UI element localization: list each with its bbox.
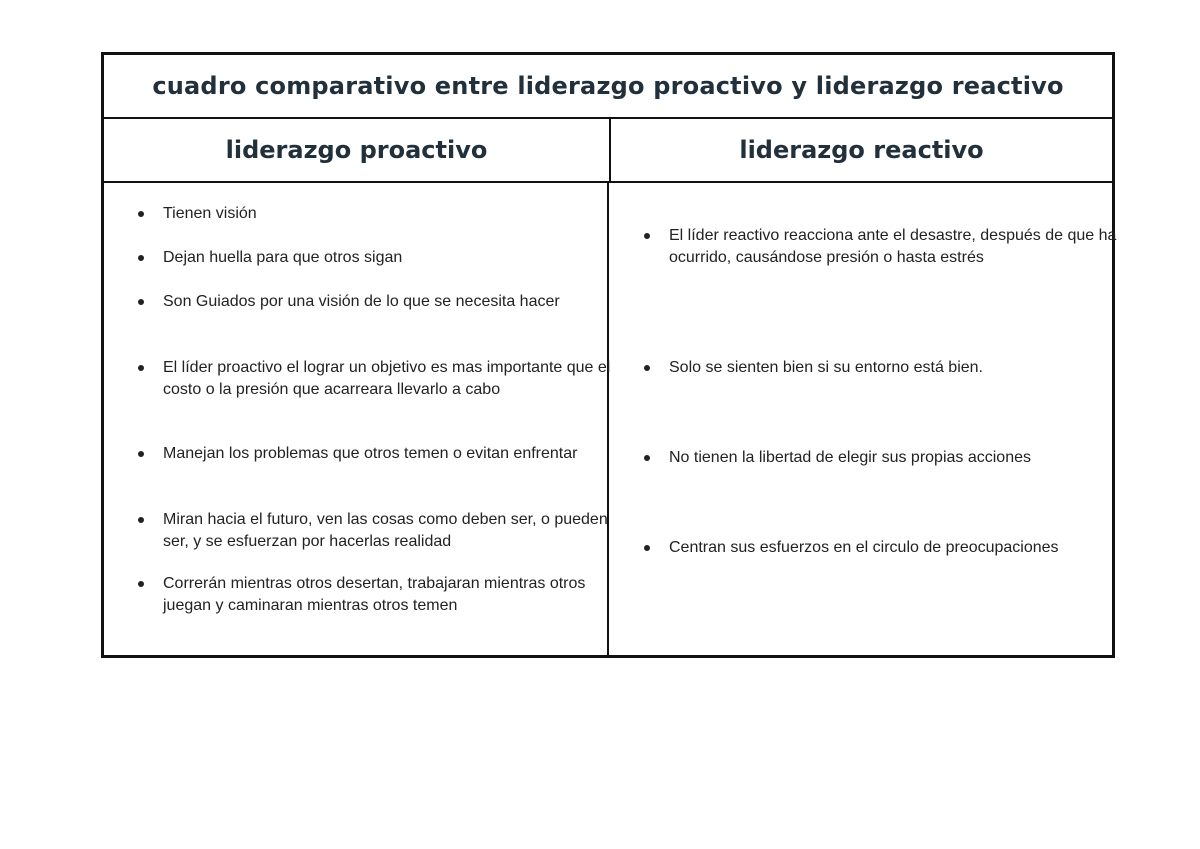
- proactive-item: Manejan los problemas que otros temen o evitan enfrentar: [138, 443, 611, 465]
- table-body-row: [104, 183, 1117, 655]
- reactive-item: Solo se sienten bien si su entorno está bien.: [644, 357, 1117, 379]
- reactive-item: El líder reactivo reacciona ante el desastre, después de que ha ocurrido, causándose presión o hasta estrés: [644, 225, 1117, 269]
- reactive-item: No tienen la libertad de elegir sus propias acciones: [644, 447, 1117, 469]
- reactive-item: Centran sus esfuerzos en el circulo de preocupaciones: [644, 537, 1117, 559]
- bullet-icon: [644, 455, 650, 461]
- proactive-item: Tienen visión: [138, 203, 611, 225]
- proactive-item: Dejan huella para que otros sigan: [138, 247, 611, 269]
- table-title-row: [104, 55, 1112, 119]
- reactive-column: [609, 183, 1117, 655]
- bullet-icon: [138, 211, 144, 217]
- bullet-icon: [138, 255, 144, 261]
- header-proactive: liderazgo proactivo: [104, 119, 611, 181]
- bullet-icon: [644, 233, 650, 239]
- proactive-item: Miran hacia el futuro, ven las cosas como deben ser, o pueden ser, y se esfuerzan por hacerlas realidad: [138, 509, 611, 553]
- header-reactive: liderazgo reactivo: [739, 136, 984, 164]
- bullet-icon: [644, 545, 650, 551]
- proactive-column: [104, 183, 609, 655]
- proactive-item: Correrán mientras otros desertan, trabajaran mientras otros juegan y caminaran mientras otros temen: [138, 573, 611, 617]
- bullet-icon: [138, 365, 144, 371]
- proactive-item: Son Guiados por una visión de lo que se necesita hacer: [138, 291, 611, 313]
- proactive-item: El líder proactivo el lograr un objetivo es mas importante que el costo o la presión que acarreara llevarlo a cabo: [138, 357, 611, 401]
- table-title: cuadro comparativo entre liderazgo proactivo y liderazgo reactivo: [152, 72, 1064, 100]
- bullet-icon: [138, 581, 144, 587]
- bullet-icon: [138, 299, 144, 305]
- comparison-table: [101, 52, 1115, 658]
- bullet-icon: [138, 451, 144, 457]
- bullet-icon: [644, 365, 650, 371]
- table-header-row: [104, 119, 1112, 183]
- bullet-icon: [138, 517, 144, 523]
